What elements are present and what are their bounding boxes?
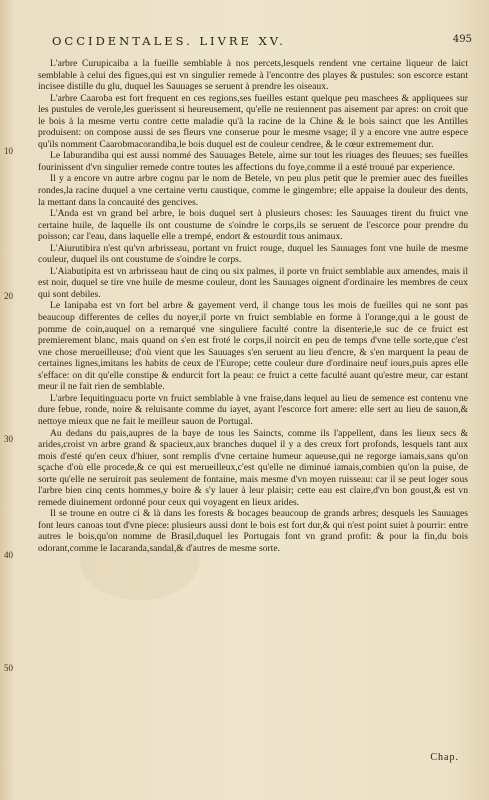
paragraph: L'Aiabutipita est vn arbrisseau haut de cinq ou six palmes, il porte vn fruict semblable aux amendes, mais il est noir, duquel se tire vne huile de mesme couleur, dont les Sauuages oignent d'ordinaire les membres de ceux qui sont debiles. [38, 265, 468, 300]
running-title: OCCIDENTALES. LIVRE XV. [52, 34, 286, 48]
body-text [38, 58, 468, 555]
line-number-marker: 10 [4, 146, 13, 156]
line-number-marker: 30 [4, 434, 13, 444]
paragraph: L'Aiurutibira n'est qu'vn arbrisseau, portant vn fruict rouge, duquel les Sauuages font vne huile de mesme couleur, duquel ils ont coustume de s'oindre le corps. [38, 242, 468, 266]
paragraph: L'arbre Caaroba est fort frequent en ces regions,ses fueilles estant quelque peu maschees & appliquees sur les pustules de verole,les guerissent si heureusement, qu'elle ne reuiennent pas aisement par apres: on croit que le bois à la mesme vertu contre cette maladie qu'à la racine de la Chine & le bois sainct que les Antilles produisent: on compose aussi de ses fleurs vne conserue pour le mesme vsage; il y a encore vne autre espece qu'ils nomment Caarobmacorandiba,le bois duquel est de couleur cendree, & le cœur extremement dur. [38, 92, 468, 150]
paragraph: L'arbre Iequitinguacu porte vn fruict semblable à vne fraise,dans lequel au lieu de semence est contenu vne dure febue, ronde, noire & reluisante comme du iayet, ayant l'escorce fort amere: elle sert au lieu de sauon,& nettoye mieux que ne fait le meilleur sauon de Portugal. [38, 392, 468, 427]
paragraph: Le Iaburandiba qui est aussi nommé des Sauuages Betele, aime sur tout les riuages des fleuues; ses fueilles fourinissent d'vn singulier remede contre toutes les affections du foye,comme il a esté trouué par experience. [38, 150, 468, 173]
paragraph: Le Ianipaba est vn fort bel arbre & gayement verd, il change tous les mois de fueilles qui ne sont pas beaucoup differentes de celles du noyer,il porte vn fruict semblable en forme à l'orange,qui a le goust de pomme de coin,auquel on a remarqué vne singuliere faculté contre la disenterie,le suc de ce fruict est premierement blanc, mais quand on s'en est froté le corps,il noircit en peu de temps d'vne telle sorte,que c'est vne chose merueilleuse; d'où vient que les Sauuages s'en seruent au lieu d'encre, & s'en marquent la peau de certaines lignes,imitans les habits de ceux de l'Europe; cette couleur dure d'ordinaire neuf iours,puis apres elle s'efface: on dit qu'elle constipe & endurcit fort la peau: ce fruict a cette faculté auant qu'estre meur, car estant meur il ne fait rien de semblable. [38, 300, 468, 393]
paragraph: Il y a encore vn autre arbre cognu par le nom de Betele, vn peu plus petit que le premier auec des fueilles rondes,la racine duquel a vne certaine vertu caustique, comme le gingembre; elle appaise la douleur des dents, la mettant dans la concauité des gencives. [38, 173, 468, 208]
catchword: Chap. [430, 752, 459, 763]
paragraph: L'Anda est vn grand bel arbre, le bois duquel sert à plusieurs choses: les Sauuages tirent du fruict vne certaine huile, de laquelle ils ont coustume de s'oindre le corps,ils se seruent de l'escorce pour prendre du poisson; car l'eau, dans laquelle elle a trempé, endort & estourdit tous animaux. [38, 208, 468, 243]
line-number-marker: 50 [4, 663, 13, 673]
paragraph: L'arbre Curupicaiba a la fueille semblable à nos percets,lesquels rendent vne certaine liqueur de laict semblable à celui des figues,qui est vn singulier remede à l'encontre des playes & pustules: son escorce estant incisee distille du glu, duquel les Sauuages se seruent à prendre les oiseaux. [38, 58, 468, 93]
page-number: 495 [452, 34, 472, 45]
line-number-marker: 20 [4, 291, 13, 301]
paragraph: Il se troune en outre ci & là dans les forests & bocages beaucoup de grands arbres; desquels les Sauuages font leurs canoas tout d'vne piece: plusieurs aussi dont le bois est fort dur,& qui n'est point suiet à pourrir: entre autres le bois,qu'on nomme de Brasil,duquel les Portugais font vn grand profit: & pour la fin,du bois odorant,comme le Iacaranda,sandal,& d'autres de mesme sorte. [38, 508, 468, 554]
paragraph: Au dedans du pais,aupres de la baye de tous les Saincts, comme ils l'appellent, dans les lieux secs & arides,croist vn arbre grand & spacieux,aux branches duquel il y a des creux fort profonds, lesquels tant aux mois d'esté qu'en ceux d'hiuer, sont remplis d'vne certaine humeur aqueuse,qui ne regorge iamais,sans qu'on sçache d'où elle procede,& ce qui est merueilleux,c'est qu'elle ne diminué iamais,combien qu'on la puise, de sorte qu'elle ne seruiroit pas seulement de fontaine, mais mesme d'vn moyen ruisseau: car il se peut loger sous l'arbre bien cinq cents hommes,y boire & s'y lauer à leur plaisir; cette eau est claire,d'vn bon goust,& est vn remede diuinement ordonné pour ceux qui voyagent en lieux arides. [38, 427, 468, 508]
line-number-marker: 40 [4, 550, 13, 560]
page-header [52, 34, 472, 50]
